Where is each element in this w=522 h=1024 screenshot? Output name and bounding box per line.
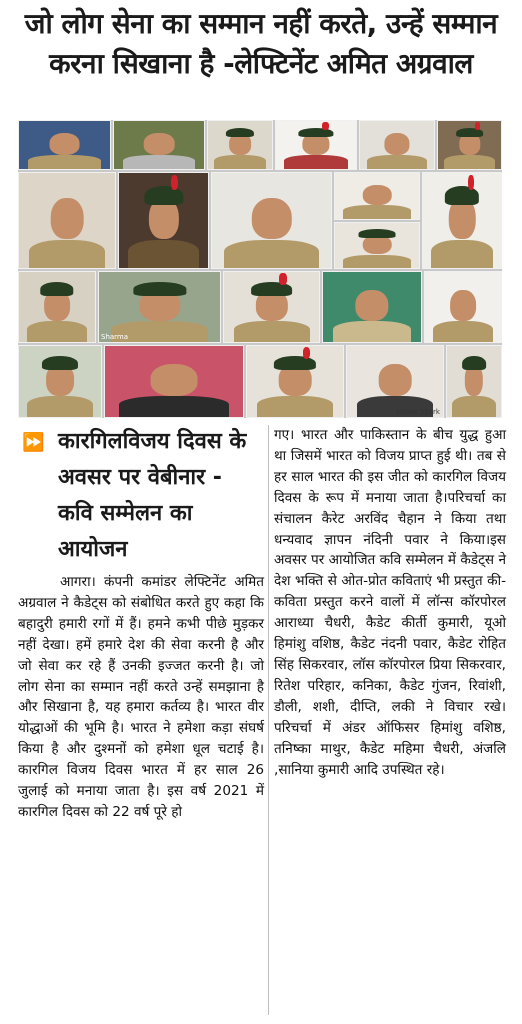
red-plume: [322, 122, 328, 130]
cadet-uniform: [433, 321, 494, 342]
right-column-text: गए। भारत और पाकिस्तान के बीच युद्ध हुआ था जिसमें भारत को विजय प्राप्त हुई थी। तब से हर साल भारत की इस जीत को कारगिल विजय दिवस के रूप में मनाया जाता है।परिचर्चा का संचालन कैरेट अरविंद चैहान ने किया तथा धन्यवाद ज्ञापन नंदिनी पवार ने किया।इस अवसर पर आयोजित कवि सम्मेलन में कैडेट्स ने देश भक्ति से ओत-प्रोत कविताएं भी प्रस्तुत की- कविता प्रस्तुत करने वालों में लॉन्स कॉरपोरल आराध्या चैधरी, कैडेट कीर्ती कुमारी, यूओ हिमांशु वशिष्ठ, कैडेट नंदनी पवार, कैडेट रोहित सिंह सिकरवार, लॉस कॉरपोरल प्रिया सिकरवार, रितेश परिहार, कनिका, कैडेट गुंजन, रिवांशी, डौली, शशी, दीप्ति, लकी ने विचार रखे। परिचर्चा में अंडर ऑफिसर हिमांशु वशिष्ठ, तनिष्का माथुर, कैडेट महिमा चैधरी, अंजलि ,सानिया कुमारी आदि उपस्थित रहे।: [274, 427, 506, 778]
beret-cap: [274, 356, 316, 370]
cadet-face: [144, 133, 175, 154]
cadet-uniform: [27, 321, 88, 342]
video-tile: [424, 271, 502, 343]
subheading: कारगिलविजय दिवस के अवसर पर वेबीनार - कवि सम्मेलन का आयोजन: [58, 429, 247, 562]
cadet-uniform: [452, 396, 495, 417]
video-tile: [223, 271, 320, 343]
video-tile: [98, 271, 221, 343]
video-conference-photo: [18, 120, 502, 418]
headline: [8, 4, 514, 84]
cadet-face: [363, 185, 392, 205]
red-plume: [171, 175, 178, 190]
red-plume: [303, 347, 311, 358]
cadet-uniform: [123, 155, 195, 169]
beret-cap: [144, 186, 183, 205]
beret-cap: [251, 282, 293, 296]
left-column: [18, 572, 264, 823]
beret-cap: [42, 356, 78, 370]
headline-line-1: जो लोग सेना का सम्मान नहीं करते, उन्हें सम्मान: [24, 7, 498, 40]
cadet-uniform: [343, 255, 410, 269]
red-plume: [279, 273, 287, 284]
video-tile: [118, 172, 209, 269]
beret-cap: [40, 282, 73, 296]
video-tile: [211, 172, 332, 269]
video-tile: [446, 345, 502, 418]
video-tile: [18, 120, 111, 170]
cadet-face: [450, 290, 476, 321]
cadet-uniform: [234, 321, 310, 342]
video-tile: [18, 271, 96, 343]
right-column: [274, 425, 506, 780]
cadet-face: [51, 198, 84, 240]
beret-cap: [462, 356, 486, 370]
headline-line-2: करना सिखाना है -लेफ्टिनेंट अमित अग्रवाल: [49, 47, 473, 80]
subheading-marker-icon: ⏩: [22, 432, 45, 453]
cadet-uniform: [214, 155, 265, 169]
cadet-uniform: [257, 396, 334, 417]
cadet-uniform: [431, 240, 493, 269]
video-tile: [113, 120, 205, 170]
column-divider: [268, 425, 269, 1015]
video-tile: [18, 345, 102, 418]
cadet-uniform: [28, 155, 101, 169]
left-column-text: आगरा। कंपनी कमांडर लेफ्टिनेंट अमित अग्रवाल ने कैडेट्स को संबोधित करते हुए कहा कि बहादुरी हमारी रगों में हैं। हमने कभी पीछे मुड़कर नहीं देखा। हमें हमारे देश की सेवा करनी है और जो सेवा कर रहे हैं उनकी इज्जत करनी है। जो लोग सेना का सम्मान नहीं करते उन्हें समझाना है और सिखाना है, यह हमारा कर्तव्य है। भारत वीर योद्धाओं की भूमि है। भारत ने हमेशा कड़ा संघर्ष किया है और दुश्मनों को हमेशा धूल चटाई है। कारगिल विजय दिवस भारत में हर साल 26 जुलाई को मनाया जाता है। इस वर्ष 2021 में कारगिल दिवस को 22 वर्ष पूरे हो: [18, 574, 264, 820]
cadet-uniform: [27, 396, 93, 417]
beret-cap: [226, 128, 254, 138]
cadet-face: [251, 198, 291, 240]
cadet-face: [379, 364, 412, 395]
cadet-uniform: [367, 155, 426, 169]
cadet-uniform: [444, 155, 494, 169]
cadet-uniform: [224, 240, 319, 269]
video-tile: [437, 120, 502, 170]
red-plume: [475, 122, 480, 130]
video-tile: [359, 120, 435, 170]
cadet-face: [355, 290, 388, 321]
beret-cap: [133, 282, 186, 296]
cadet-face: [384, 133, 409, 154]
video-tile: [334, 172, 420, 220]
video-tile: [422, 172, 502, 269]
cadet-face: [151, 364, 198, 395]
tile-name-label: Adobe Spark: [395, 408, 440, 416]
video-tile: [18, 172, 116, 269]
video-tile: [334, 222, 420, 269]
video-tile: [207, 120, 273, 170]
cadet-uniform: [333, 321, 411, 342]
cadet-uniform: [29, 240, 106, 269]
video-tile: [346, 345, 444, 418]
video-tile: [322, 271, 422, 343]
beret-cap: [298, 128, 333, 138]
video-tile: [104, 345, 244, 418]
tile-name-label: Sharma: [101, 333, 129, 341]
cadet-face: [49, 133, 80, 154]
video-tile: [275, 120, 357, 170]
beret-cap: [445, 186, 479, 205]
cadet-uniform: [119, 396, 229, 417]
video-tile: [246, 345, 344, 418]
cadet-uniform: [343, 205, 410, 219]
cadet-uniform: [128, 240, 199, 269]
cadet-uniform: [284, 155, 348, 169]
beret-cap: [359, 229, 396, 238]
